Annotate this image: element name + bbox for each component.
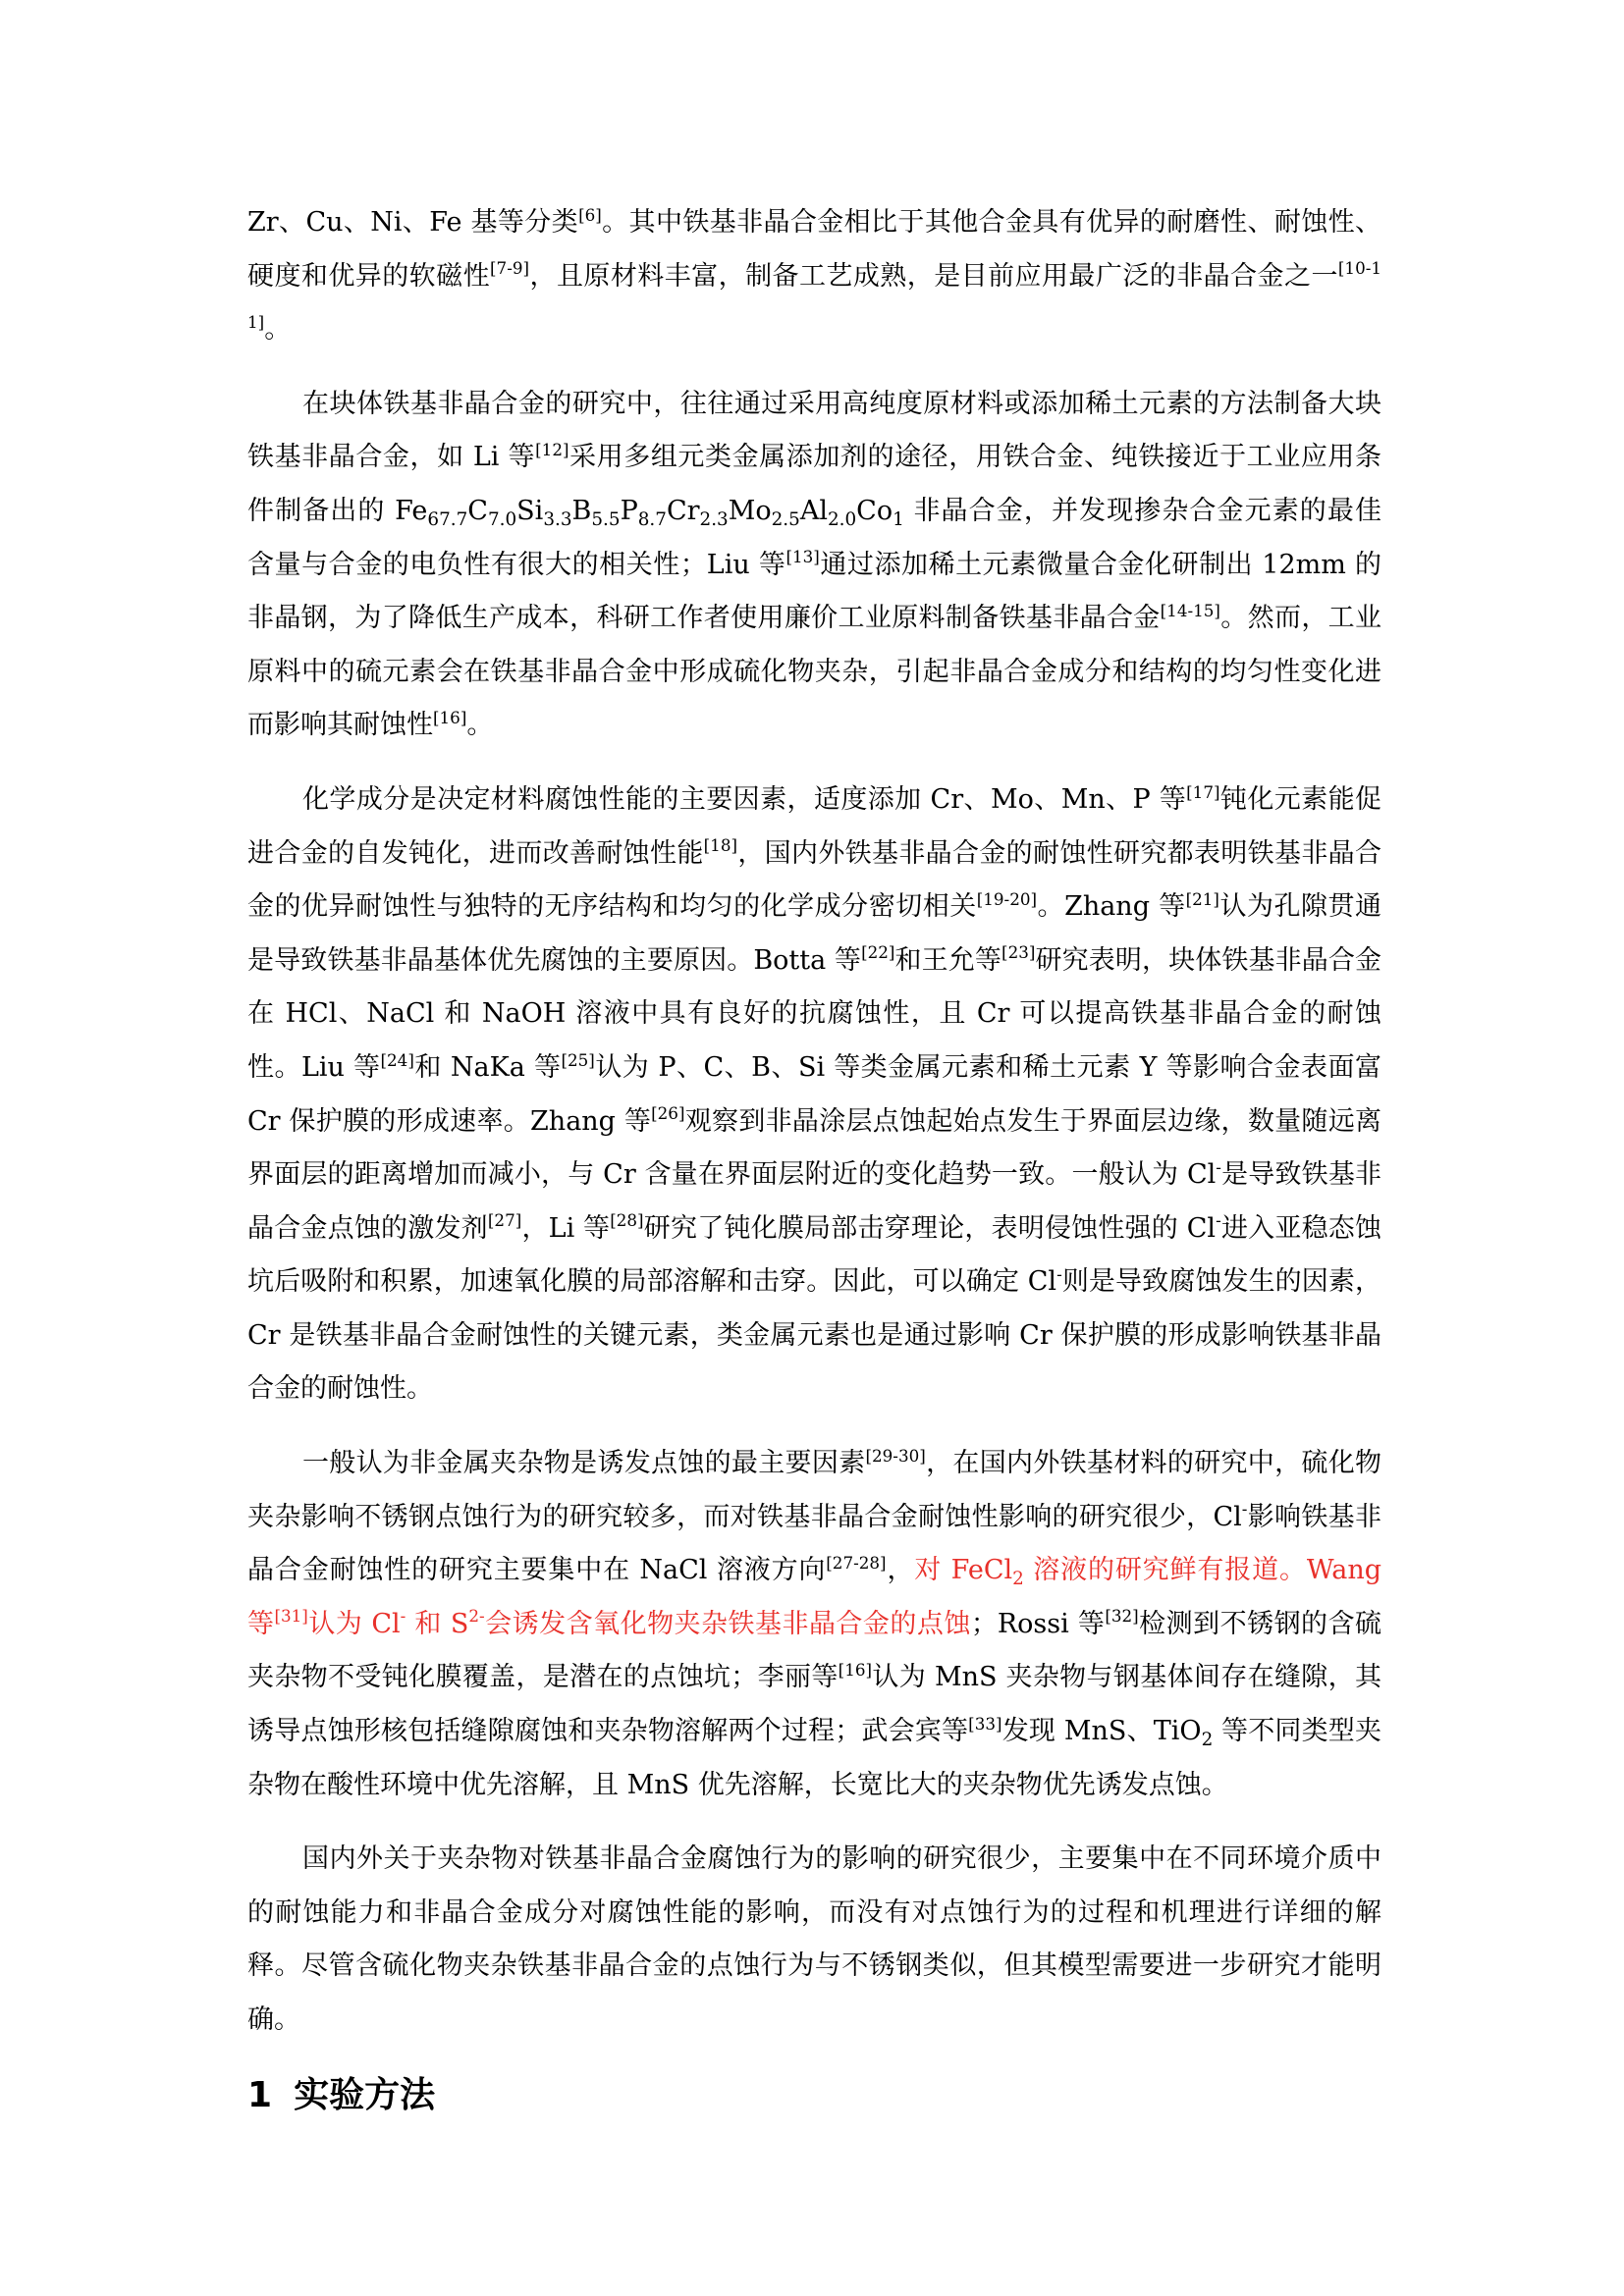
subscript: 8.7	[637, 508, 667, 530]
text-run: 通过添加稀土元素微量合金化研制出 12mm 的非晶钢，为了降低生产成本，科研工作者使用廉价工业原料制备铁基非晶合金	[247, 549, 1381, 634]
text-run: 发现 MnS、TiO	[1001, 1716, 1202, 1747]
superscript: [12]	[535, 440, 569, 459]
text-run: 检测到不锈钢的含硫夹杂物不受钝化膜覆盖，是潜在的点蚀坑；李丽等	[247, 1608, 1382, 1693]
text-run: 认为孔隙贯通是导致铁基非晶基体优先腐蚀的主要原因。Botta 等	[247, 891, 1382, 976]
text-run: 。Zhang 等	[1037, 891, 1186, 923]
superscript: [18]	[703, 835, 738, 856]
text-run: 和王允等	[894, 944, 1002, 976]
subscript: 2.3	[699, 508, 729, 530]
text-run: Al	[799, 495, 828, 526]
text-run: 。然而，工业原料中的硫元素会在铁基非晶合金中形成硫化物夹杂，引起非晶合金成分和结构的均匀性变化进而影响其耐蚀性	[247, 603, 1382, 741]
section-title: 实验方法	[294, 2074, 436, 2115]
text-run: 国内外关于夹杂物对铁基非晶合金腐蚀行为的影响的研究很少，主要集中在不同环境介质中的耐蚀能力和非晶合金成分对腐蚀性能的影响，而没有对点蚀行为的过程和机理进行详细的解释。尽管含硫化物夹杂铁基非晶合金的点蚀行为与不锈钢类似，但其模型需要进一步研究才能明确。	[247, 1843, 1381, 2035]
subscript: 3.3	[543, 508, 572, 530]
text-run: 认为 MnS 夹杂物与钢基体间存在缝隙，其诱导点蚀形核包括缝隙腐蚀和夹杂物溶解两个过程；武会宾等	[247, 1662, 1381, 1747]
text-run: 在块体铁基非晶合金的研究中，往往通过采用高纯度原材料或添加稀土元素的方法制备大块铁基非晶合金，如 Li 等	[247, 388, 1381, 473]
text-run: Co	[856, 495, 893, 526]
superscript: [24]	[380, 1049, 414, 1070]
text-run: 研究了钝化膜局部击穿理论，表明侵蚀性强的 Cl	[643, 1212, 1217, 1244]
superscript: [28]	[610, 1210, 644, 1231]
text-run: C	[467, 495, 488, 526]
text-run: ；Rossi 等	[970, 1608, 1106, 1639]
superscript: -	[1241, 1499, 1248, 1520]
text-run: ，Li 等	[521, 1212, 611, 1244]
superscript: [33]	[968, 1713, 1002, 1734]
text-run: 和 NaKa 等	[413, 1051, 562, 1083]
text-run: Si	[516, 495, 544, 526]
superscript: -	[1216, 1156, 1221, 1177]
superscript: [10-11]	[247, 258, 1382, 332]
text-run: ，且原材料丰富，制备工艺成熟，是目前应用最广泛的非晶合金之一	[529, 260, 1338, 292]
text-run: Mo	[728, 495, 772, 526]
body-text	[247, 196, 1381, 2048]
superscript: [13]	[785, 547, 820, 567]
superscript: [6]	[578, 204, 602, 225]
text-run: 。	[466, 710, 494, 741]
superscript: [26]	[651, 1103, 685, 1124]
highlighted-superscript: 2-	[468, 1606, 485, 1627]
text-run: 研究表明，块体铁基非晶合金在 HCl、NaCl 和 NaOH 溶液中具有良好的抗腐蚀性，且 Cr 可以提高铁基非晶合金的耐蚀性。Liu 等	[247, 944, 1382, 1083]
text-run: 观察到非晶涂层点蚀起始点发生于界面层边缘，数量随远离界面层的距离增加而减小，与 Cr 含量在界面层附近的变化趋势一致。一般认为 Cl	[247, 1105, 1381, 1191]
superscript: [22]	[861, 942, 895, 963]
superscript: [29-30]	[865, 1445, 926, 1466]
text-run: 则是导致腐蚀发生的因素，Cr 是铁基非晶合金耐蚀性的关键元素，类金属元素也是通过影响 Cr 保护膜的形成影响铁基非晶合金的耐蚀性。	[247, 1266, 1381, 1405]
text-run: 认为 P、C、B、Si 等类金属元素和稀土元素 Y 等影响合金表面富 Cr 保护膜的形成速率。Zhang 等	[247, 1051, 1381, 1137]
subscript: 2	[1201, 1729, 1214, 1750]
section-heading	[247, 2068, 1381, 2123]
highlighted-text-run: 认为 Cl	[307, 1608, 401, 1639]
text-run: 钝化元素能促进合金的自发钝化，进而改善耐蚀性能	[247, 783, 1381, 869]
paragraph-2	[247, 378, 1381, 753]
highlighted-superscript: -	[400, 1606, 406, 1627]
page-content	[247, 196, 1381, 2123]
highlighted-text-run: 和 S	[406, 1608, 469, 1639]
paragraph-3	[247, 774, 1381, 1416]
subscript: 1	[893, 508, 904, 530]
text-run: ，	[886, 1555, 915, 1586]
text-run: 。其中铁基非晶合金相比于其他合金具有优异的耐磨性、耐蚀性、硬度和优异的软磁性	[247, 207, 1382, 292]
subscript: 5.5	[591, 508, 621, 530]
text-run: Cr	[666, 495, 700, 526]
text-run: ，在国内外铁基材料的研究中，硫化物夹杂影响不锈钢点蚀行为的研究较多，而对铁基非晶合金耐蚀性影响的研究很少，Cl	[247, 1448, 1382, 1532]
text-run: 影响铁基非晶合金耐蚀性的研究主要集中在 NaCl 溶液方向	[247, 1501, 1381, 1586]
superscript: [14-15]	[1160, 600, 1220, 620]
section-number: 1	[247, 2074, 273, 2115]
superscript: [25]	[561, 1049, 595, 1070]
text-run: 化学成分是决定材料腐蚀性能的主要因素，适度添加 Cr、Mo、Mn、P 等	[302, 783, 1187, 815]
paragraph-4	[247, 1437, 1381, 1812]
subscript: 7.0	[487, 508, 517, 530]
highlighted-text-run: 对 FeCl	[914, 1555, 1013, 1586]
text-run: 等不同类型夹杂物在酸性环境中优先溶解，且 MnS 优先溶解，长宽比大的夹杂物优先诱发点蚀。	[247, 1716, 1381, 1800]
superscript: [27]	[487, 1210, 522, 1231]
subscript: 2.0	[827, 508, 857, 530]
text-run: Zr、Cu、Ni、Fe 基等分类	[247, 207, 579, 238]
subscript: 67.7	[427, 508, 468, 530]
highlighted-text-run: 溶液的研究鲜有报道。Wang 等	[247, 1555, 1381, 1639]
subscript: 2.5	[771, 508, 800, 530]
text-run: ，国内外铁基非晶合金的耐蚀性研究都表明铁基非晶合金的优异耐蚀性与独特的无序结构和均匀的化学成分密切相关	[247, 837, 1381, 923]
text-run: 。	[264, 314, 292, 346]
paragraph-1	[247, 196, 1381, 357]
superscript: [7-9]	[490, 258, 530, 279]
superscript: [16]	[838, 1660, 873, 1681]
text-run: B	[571, 495, 592, 526]
text-run: 非晶合金，并发现掺杂合金元素的最佳含量与合金的电负性有很大的相关性；Liu 等	[247, 495, 1381, 580]
paragraph-5	[247, 1833, 1381, 2047]
text-run: 一般认为非金属夹杂物是诱发点蚀的最主要因素	[302, 1448, 866, 1479]
highlighted-superscript: [31]	[274, 1606, 308, 1627]
superscript: -	[1056, 1263, 1062, 1284]
superscript: [17]	[1186, 781, 1220, 802]
highlighted-subscript: 2	[1012, 1569, 1024, 1590]
text-run: 采用多组元类金属添加剂的途径，用铁合金、纯铁接近于工业应用条件制备出的 Fe	[247, 442, 1382, 526]
superscript: [23]	[1001, 942, 1036, 963]
text-run: P	[620, 495, 638, 526]
superscript: [27-28]	[826, 1552, 887, 1573]
text-run: 是导致铁基非晶合金点蚀的激发剂	[247, 1159, 1382, 1244]
superscript: [16]	[433, 707, 467, 727]
superscript: [21]	[1185, 888, 1219, 909]
superscript: [32]	[1105, 1606, 1139, 1627]
superscript: [19-20]	[976, 888, 1038, 909]
superscript: -	[1216, 1210, 1221, 1231]
text-run: 进入亚稳态蚀坑后吸附和积累，加速氧化膜的局部溶解和击穿。因此，可以确定 Cl	[247, 1212, 1381, 1298]
highlighted-text-run: 会诱发含氧化物夹杂铁基非晶合金的点蚀	[484, 1608, 971, 1639]
